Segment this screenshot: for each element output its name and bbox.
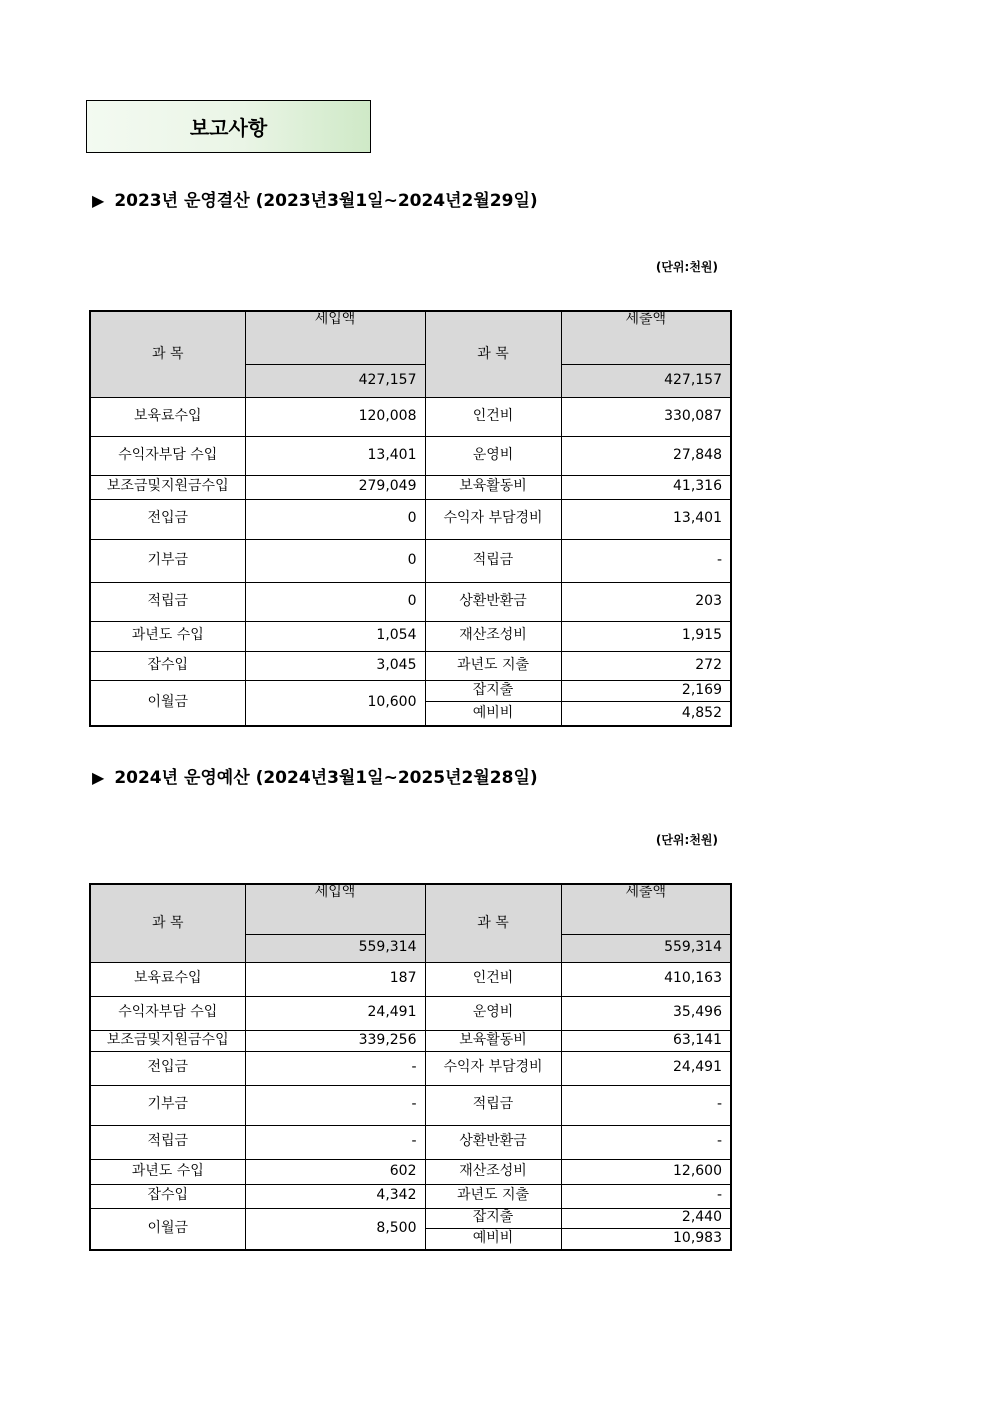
- income-total: 427,157: [245, 364, 425, 397]
- table-row: [90, 621, 731, 651]
- income-item: 수익자부담 수입: [90, 436, 245, 475]
- income-value: 3,045: [245, 651, 425, 680]
- income-value: 4,342: [245, 1184, 425, 1208]
- table-row: [90, 1051, 731, 1085]
- expense-item: 상환반환금: [425, 582, 561, 621]
- income-value: 0: [245, 499, 425, 539]
- expense-header: 세출액: [561, 884, 731, 934]
- expense-value: -: [561, 539, 731, 582]
- income-item: 적립금: [90, 582, 245, 621]
- income-item: 보조금및지원금수입: [90, 475, 245, 499]
- expense-value: 410,163: [561, 962, 731, 996]
- table-row: [90, 499, 731, 539]
- table-row: [90, 962, 731, 996]
- expense-item: 인건비: [425, 397, 561, 436]
- report-title: 보고사항: [86, 100, 371, 153]
- budget-table: [89, 883, 732, 1251]
- income-item: 전입금: [90, 1051, 245, 1085]
- expense-value: 63,141: [561, 1030, 731, 1051]
- expense-item: 잡지출: [425, 680, 561, 701]
- expense-value: -: [561, 1085, 731, 1125]
- income-item: 잡수입: [90, 1184, 245, 1208]
- income-item: 전입금: [90, 499, 245, 539]
- expense-item: 적립금: [425, 1085, 561, 1125]
- expense-item: 예비비: [425, 701, 561, 726]
- income-value: -: [245, 1051, 425, 1085]
- expense-item: 상환반환금: [425, 1125, 561, 1159]
- income-header: 세입액: [245, 884, 425, 934]
- income-value: 279,049: [245, 475, 425, 499]
- subject-header: 과 목: [90, 311, 245, 397]
- income-item: 잡수입: [90, 651, 245, 680]
- table-row: [90, 1208, 731, 1228]
- income-value: 339,256: [245, 1030, 425, 1051]
- subject-header: 과 목: [425, 884, 561, 962]
- table-row: [90, 539, 731, 582]
- expense-total: 559,314: [561, 934, 731, 962]
- income-item: 기부금: [90, 539, 245, 582]
- income-value: -: [245, 1085, 425, 1125]
- unit-label: (단위:천원): [655, 833, 718, 847]
- expense-item: 과년도 지출: [425, 651, 561, 680]
- income-item: 이월금: [90, 680, 245, 726]
- expense-header: 세출액: [561, 311, 731, 364]
- expense-value: 10,983: [561, 1228, 731, 1250]
- income-item: 과년도 수입: [90, 1159, 245, 1184]
- settlement-table: [89, 310, 732, 727]
- expense-item: 수익자 부담경비: [425, 499, 561, 539]
- income-item: 기부금: [90, 1085, 245, 1125]
- triangle-right-icon: ▶: [92, 768, 105, 787]
- income-value: 0: [245, 539, 425, 582]
- income-value: 10,600: [245, 680, 425, 726]
- expense-value: 24,491: [561, 1051, 731, 1085]
- expense-item: 보육활동비: [425, 475, 561, 499]
- expense-item: 재산조성비: [425, 1159, 561, 1184]
- table-row: [90, 436, 731, 475]
- expense-value: 272: [561, 651, 731, 680]
- settlement-heading: [92, 186, 538, 211]
- income-value: 24,491: [245, 996, 425, 1030]
- expense-value: 203: [561, 582, 731, 621]
- expense-value: 41,316: [561, 475, 731, 499]
- expense-value: 27,848: [561, 436, 731, 475]
- expense-total: 427,157: [561, 364, 731, 397]
- income-item: 보육료수입: [90, 962, 245, 996]
- income-item: 적립금: [90, 1125, 245, 1159]
- income-value: 187: [245, 962, 425, 996]
- subject-header: 과 목: [90, 884, 245, 962]
- table-row: [90, 996, 731, 1030]
- income-value: 13,401: [245, 436, 425, 475]
- income-item: 보육료수입: [90, 397, 245, 436]
- triangle-right-icon: ▶: [92, 191, 105, 210]
- income-item: 보조금및지원금수입: [90, 1030, 245, 1051]
- income-item: 과년도 수입: [90, 621, 245, 651]
- expense-item: 적립금: [425, 539, 561, 582]
- income-value: 1,054: [245, 621, 425, 651]
- income-value: 602: [245, 1159, 425, 1184]
- income-item: 이월금: [90, 1208, 245, 1250]
- unit-label: (단위:천원): [655, 260, 718, 274]
- expense-item: 잡지출: [425, 1208, 561, 1228]
- subject-header: 과 목: [425, 311, 561, 397]
- expense-item: 인건비: [425, 962, 561, 996]
- income-value: 120,008: [245, 397, 425, 436]
- expense-item: 과년도 지출: [425, 1184, 561, 1208]
- expense-value: -: [561, 1125, 731, 1159]
- table-row: [90, 475, 731, 499]
- settlement-heading-text: 2023년 운영결산 (2023년3월1일~2024년2월29일): [114, 191, 538, 211]
- expense-item: 재산조성비: [425, 621, 561, 651]
- expense-value: 2,440: [561, 1208, 731, 1228]
- table-row: [90, 1159, 731, 1184]
- budget-heading: [92, 763, 538, 788]
- income-value: 0: [245, 582, 425, 621]
- expense-value: 4,852: [561, 701, 731, 726]
- table-row: [90, 680, 731, 701]
- expense-item: 운영비: [425, 436, 561, 475]
- expense-value: -: [561, 1184, 731, 1208]
- income-value: -: [245, 1125, 425, 1159]
- income-total: 559,314: [245, 934, 425, 962]
- table-row: [90, 1125, 731, 1159]
- expense-value: 12,600: [561, 1159, 731, 1184]
- income-header: 세입액: [245, 311, 425, 364]
- table-row: [90, 582, 731, 621]
- budget-heading-text: 2024년 운영예산 (2024년3월1일~2025년2월28일): [114, 768, 538, 788]
- expense-value: 1,915: [561, 621, 731, 651]
- table-row: [90, 1085, 731, 1125]
- table-row: [90, 651, 731, 680]
- expense-item: 수익자 부담경비: [425, 1051, 561, 1085]
- expense-value: 330,087: [561, 397, 731, 436]
- table-row: [90, 397, 731, 436]
- income-value: 8,500: [245, 1208, 425, 1250]
- expense-item: 보육활동비: [425, 1030, 561, 1051]
- expense-item: 운영비: [425, 996, 561, 1030]
- income-item: 수익자부담 수입: [90, 996, 245, 1030]
- expense-item: 예비비: [425, 1228, 561, 1250]
- table-row: [90, 1184, 731, 1208]
- table-row: [90, 1030, 731, 1051]
- expense-value: 2,169: [561, 680, 731, 701]
- expense-value: 13,401: [561, 499, 731, 539]
- expense-value: 35,496: [561, 996, 731, 1030]
